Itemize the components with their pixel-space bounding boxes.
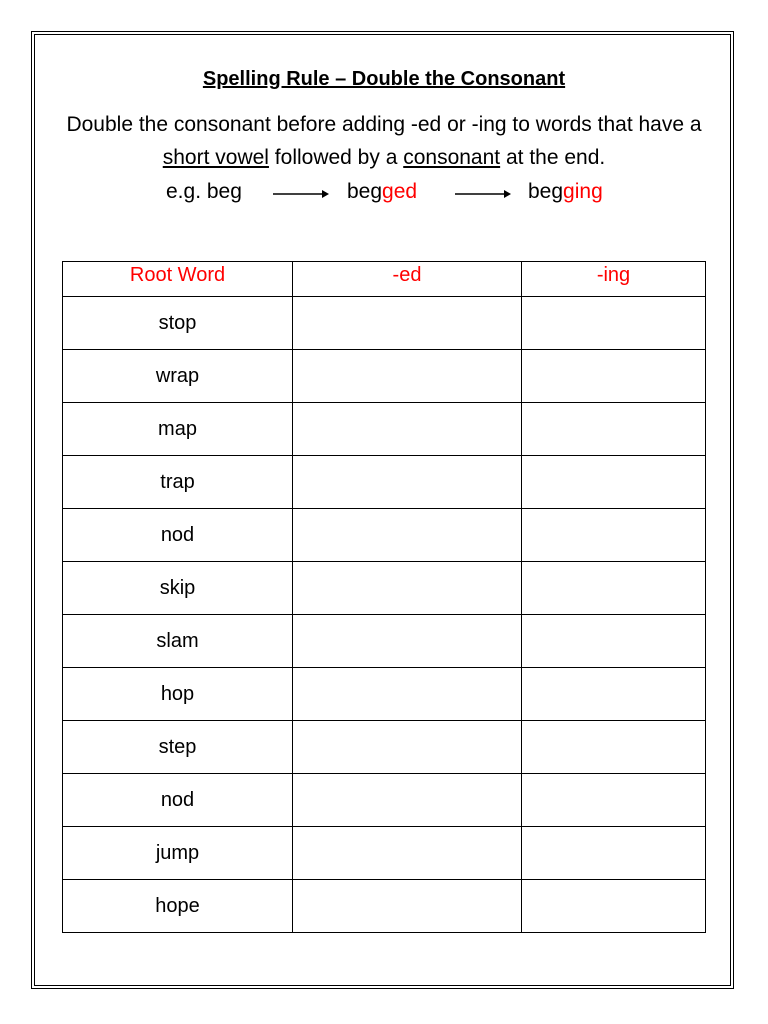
table-row xyxy=(63,562,706,615)
ing-answer-cell[interactable] xyxy=(522,562,706,615)
ed-answer-cell[interactable] xyxy=(293,562,522,615)
root-word-cell: skip xyxy=(63,562,293,615)
rule-text-1: Double the consonant before adding -ed or -ing to words that have a xyxy=(66,113,702,136)
root-word-cell: stop xyxy=(63,297,293,350)
example-row xyxy=(0,180,768,210)
header-ing: -ing xyxy=(522,262,706,297)
ing-answer-cell[interactable] xyxy=(522,456,706,509)
table-row xyxy=(63,456,706,509)
table-header-row xyxy=(63,262,706,297)
ing-answer-cell[interactable] xyxy=(522,615,706,668)
root-word-cell: hope xyxy=(63,880,293,933)
ed-answer-cell[interactable] xyxy=(293,403,522,456)
ing-answer-cell[interactable] xyxy=(522,668,706,721)
ed-answer-cell[interactable] xyxy=(293,456,522,509)
root-word-cell: wrap xyxy=(63,350,293,403)
root-word-cell: step xyxy=(63,721,293,774)
root-word-cell: jump xyxy=(63,827,293,880)
example-ed: begged xyxy=(347,180,418,203)
root-word-cell: nod xyxy=(63,509,293,562)
word-table xyxy=(62,261,706,933)
ing-answer-cell[interactable] xyxy=(522,350,706,403)
example-ing: begging xyxy=(528,180,603,203)
ed-answer-cell[interactable] xyxy=(293,350,522,403)
table-row xyxy=(63,509,706,562)
ed-answer-cell[interactable] xyxy=(293,880,522,933)
table-row xyxy=(63,297,706,350)
root-word-cell: nod xyxy=(63,774,293,827)
ing-answer-cell[interactable] xyxy=(522,827,706,880)
root-word-cell: hop xyxy=(63,668,293,721)
ed-answer-cell[interactable] xyxy=(293,774,522,827)
ing-answer-cell[interactable] xyxy=(522,721,706,774)
ing-answer-cell[interactable] xyxy=(522,297,706,350)
ing-answer-cell[interactable] xyxy=(522,774,706,827)
table-row xyxy=(63,880,706,933)
ing-answer-cell[interactable] xyxy=(522,509,706,562)
root-word-cell: map xyxy=(63,403,293,456)
rule-consonant: consonant xyxy=(403,146,501,169)
table-row xyxy=(63,668,706,721)
ed-answer-cell[interactable] xyxy=(293,721,522,774)
ed-answer-cell[interactable] xyxy=(293,615,522,668)
ed-answer-cell[interactable] xyxy=(293,509,522,562)
ed-answer-cell[interactable] xyxy=(293,827,522,880)
header-root-word: Root Word xyxy=(63,262,293,297)
arrow-right-icon xyxy=(454,182,512,202)
root-word-cell: slam xyxy=(63,615,293,668)
table-row xyxy=(63,350,706,403)
root-word-cell: trap xyxy=(63,456,293,509)
table-row xyxy=(63,403,706,456)
header-ed: -ed xyxy=(293,262,522,297)
rule-short-vowel: short vowel xyxy=(162,146,269,169)
arrow-right-icon xyxy=(272,182,330,202)
rule-description xyxy=(60,108,708,174)
table-row xyxy=(63,827,706,880)
ing-answer-cell[interactable] xyxy=(522,880,706,933)
table-row xyxy=(63,721,706,774)
rule-text-2: followed by a xyxy=(268,146,404,169)
example-root: e.g. beg xyxy=(166,180,242,203)
ed-answer-cell[interactable] xyxy=(293,668,522,721)
rule-text-3: at the end. xyxy=(500,146,606,169)
ed-answer-cell[interactable] xyxy=(293,297,522,350)
worksheet-title: Spelling Rule – Double the Consonant xyxy=(202,68,566,90)
ing-answer-cell[interactable] xyxy=(522,403,706,456)
table-row xyxy=(63,774,706,827)
table-row xyxy=(63,615,706,668)
